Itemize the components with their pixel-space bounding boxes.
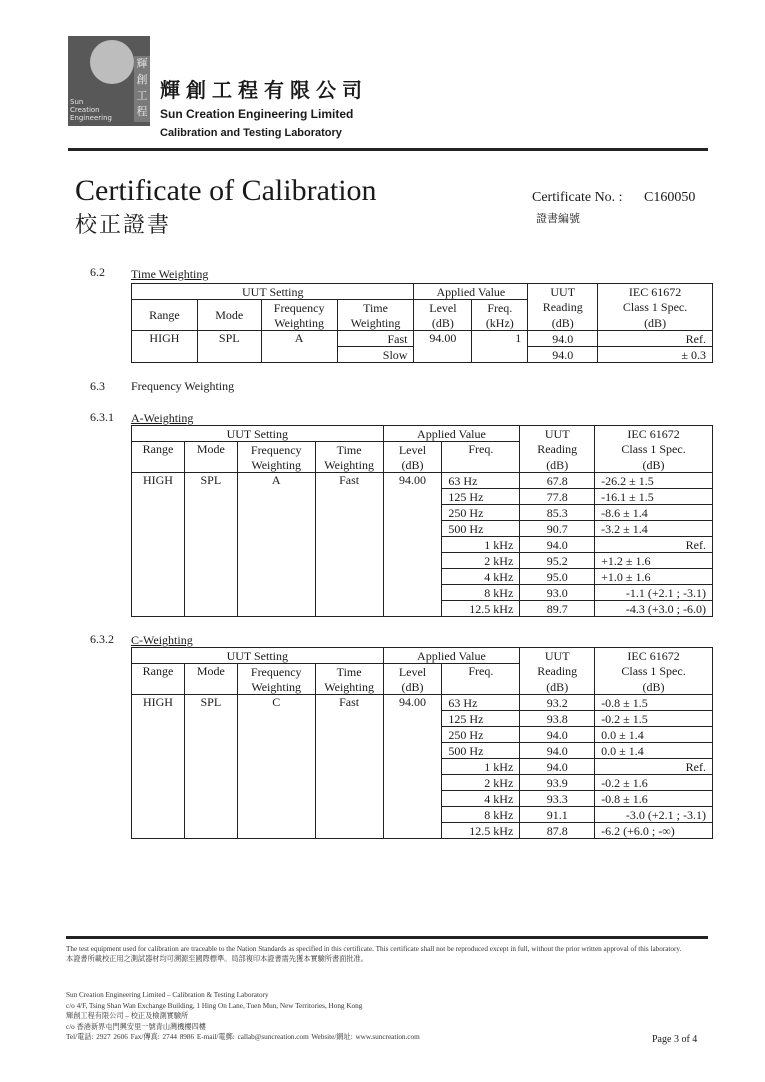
section-number: 6.2: [90, 265, 105, 279]
cell-frequency: 2 kHz: [442, 553, 520, 569]
cell-frequency: 125 Hz: [442, 711, 520, 727]
cell-spec: -4.3 (+3.0 ; -6.0): [595, 601, 713, 617]
cell-reading: 93.2: [520, 695, 595, 711]
header-level: Level: [383, 664, 442, 680]
footer-address-line: 輝創工程有限公司 – 校正及檢測實驗所: [66, 1012, 189, 1020]
header-mode: Mode: [197, 300, 261, 331]
header-frequency-weighting-2: Weighting: [261, 315, 337, 331]
c-weighting-table: [131, 647, 713, 839]
header-reading: Reading: [520, 664, 595, 680]
logo-circle-mark: [90, 40, 134, 84]
header-divider: [68, 148, 708, 151]
header-class-spec: Class 1 Spec.: [595, 442, 713, 458]
cell-reading: 94.0: [528, 347, 598, 363]
footer-address-line: Sun Creation Engineering Limited – Calibration & Testing Laboratory: [66, 991, 269, 999]
company-name-chinese: 輝創工程有限公司: [160, 78, 368, 102]
cell-frequency: 250 Hz: [442, 727, 520, 743]
cell-reading: 94.0: [520, 743, 595, 759]
cell-spec: -0.8 ± 1.6: [595, 791, 713, 807]
cell-reading: 95.2: [520, 553, 595, 569]
header-class-spec: Class 1 Spec.: [595, 664, 713, 680]
certificate-number-label: Certificate No. :: [532, 190, 623, 205]
cell-frequency-weighting: C: [237, 695, 315, 839]
section-title-frequency-weighting: Frequency Weighting: [131, 379, 235, 393]
header-time-weighting: Time: [337, 300, 414, 316]
cell-frequency: 8 kHz: [442, 585, 520, 601]
header-level: Level: [414, 300, 472, 316]
table-row: [132, 695, 713, 711]
certificate-title-chinese: 校正證書: [75, 213, 172, 238]
header-class-spec: Class 1 Spec.: [598, 300, 713, 316]
cell-spec: Ref.: [598, 331, 713, 347]
cell-reading: 87.8: [520, 823, 595, 839]
header-reading: Reading: [520, 442, 595, 458]
table-row: [132, 473, 713, 489]
header-iec: IEC 61672: [595, 426, 713, 442]
cell-frequency-weighting: A: [237, 473, 315, 617]
header-uut-setting: UUT Setting: [132, 426, 384, 442]
header-frequency-weighting: Frequency: [237, 442, 315, 458]
section-title-c-weighting: C-Weighting: [131, 633, 193, 647]
cell-reading: 77.8: [520, 489, 595, 505]
header-freq-unit: (kHz): [472, 315, 528, 331]
cell-reading: 93.3: [520, 791, 595, 807]
footer-note-english: The test equipment used for calibration are traceable to the Nation Standards as specified in this certificate. This certificate shall not be reproduced except in full, without the prior written approval of this laboratory.: [66, 945, 682, 953]
company-name-english: Sun Creation Engineering Limited: [160, 107, 354, 121]
cell-spec: 0.0 ± 1.4: [595, 727, 713, 743]
cell-reading: 94.0: [520, 537, 595, 553]
cell-spec: -3.2 ± 1.4: [595, 521, 713, 537]
table-row: [132, 331, 713, 347]
footer-traceability-note: [66, 944, 711, 964]
header-uut: UUT: [520, 426, 595, 442]
header-mode: Mode: [184, 442, 237, 473]
cell-frequency: 2 kHz: [442, 775, 520, 791]
cell-frequency: 4 kHz: [442, 569, 520, 585]
cell-frequency-weighting: A: [261, 331, 337, 363]
cell-spec: 0.0 ± 1.4: [595, 743, 713, 759]
cell-frequency: 12.5 kHz: [442, 601, 520, 617]
header-time-weighting: Time: [315, 442, 383, 458]
cell-reading: 94.0: [528, 331, 598, 347]
table-header-row: [132, 426, 713, 442]
header-range: Range: [132, 300, 198, 331]
header-uut-setting: UUT Setting: [132, 648, 384, 664]
footer-address: [66, 990, 362, 1032]
cell-time-weighting: Fast: [337, 331, 414, 347]
cell-spec: -3.0 (+2.1 ; -3.1): [595, 807, 713, 823]
cell-range: HIGH: [132, 473, 185, 617]
logo-char: 輝: [136, 57, 148, 70]
certificate-title: Certificate of Calibration: [75, 174, 377, 207]
header-freq: Freq.: [472, 300, 528, 316]
section-number: 6.3.2: [90, 632, 114, 646]
logo-english-text: [70, 98, 112, 122]
header-uut-setting: UUT Setting: [132, 284, 414, 300]
cell-mode: SPL: [184, 695, 237, 839]
footer-contact-info: Tel/電話: 2927 2606 Fax/傳真: 2744 8986 E-mail/電郵: callab@suncreation.com Website/網址: www.suncreation.com: [66, 1033, 420, 1041]
cell-spec: -6.2 (+6.0 ; -∞): [595, 823, 713, 839]
cell-frequency: 63 Hz: [442, 473, 520, 489]
header-applied-value: Applied Value: [383, 426, 520, 442]
header-range: Range: [132, 442, 185, 473]
cell-spec: -0.2 ± 1.5: [595, 711, 713, 727]
cell-reading: 93.0: [520, 585, 595, 601]
header-level-unit: (dB): [383, 457, 442, 473]
section-number: 6.3: [90, 379, 105, 393]
table-header-row: [132, 648, 713, 664]
time-weighting-table: [131, 283, 713, 363]
cell-spec: Ref.: [595, 537, 713, 553]
header-time-weighting-2: Weighting: [315, 457, 383, 473]
cell-spec: Ref.: [595, 759, 713, 775]
cell-spec: +1.0 ± 1.6: [595, 569, 713, 585]
footer-note-chinese: 本證書所載校正用之測試器材均可溯源至國際標準。局部複印本證書需先獲本實驗所書面批准。: [66, 955, 368, 963]
cell-reading: 85.3: [520, 505, 595, 521]
cell-level: 94.00: [383, 473, 442, 617]
cell-spec: -8.6 ± 1.4: [595, 505, 713, 521]
logo-line: Creation: [70, 106, 100, 114]
header-frequency-weighting: Frequency: [237, 664, 315, 680]
cell-spec: ± 0.3: [598, 347, 713, 363]
cell-spec: -26.2 ± 1.5: [595, 473, 713, 489]
cell-frequency: 125 Hz: [442, 489, 520, 505]
table-header-row: [132, 442, 713, 458]
cell-range: HIGH: [132, 695, 185, 839]
certificate-number: C160050: [644, 190, 696, 205]
page-number: Page 3 of 4: [652, 1034, 698, 1045]
footer-address-line: c/o 4/F, Tsing Shan Wan Exchange Building, 1 Hing On Lane, Tuen Mun, New Territories, Hong Kong: [66, 1001, 363, 1010]
header-freq: Freq.: [442, 664, 520, 695]
header-reading: Reading: [528, 300, 598, 316]
cell-level: 94.00: [383, 695, 442, 839]
cell-spec: -0.2 ± 1.6: [595, 775, 713, 791]
a-weighting-table: [131, 425, 713, 617]
cell-reading: 93.8: [520, 711, 595, 727]
header-spec-unit: (dB): [595, 679, 713, 695]
cell-mode: SPL: [197, 331, 261, 363]
cell-spec: -1.1 (+2.1 ; -3.1): [595, 585, 713, 601]
header-iec: IEC 61672: [598, 284, 713, 300]
header-applied-value: Applied Value: [383, 648, 520, 664]
cell-time-weighting: Fast: [315, 473, 383, 617]
logo-char: 程: [136, 105, 148, 118]
header-uut: UUT: [520, 648, 595, 664]
header-reading-unit: (dB): [520, 679, 595, 695]
cell-reading: 91.1: [520, 807, 595, 823]
cell-frequency: 1 kHz: [442, 759, 520, 775]
cell-frequency: 500 Hz: [442, 743, 520, 759]
footer-divider: [66, 936, 708, 939]
logo-char: 創: [136, 73, 148, 86]
table-header-row: [132, 284, 713, 300]
header-uut: UUT: [528, 284, 598, 300]
cell-reading: 89.7: [520, 601, 595, 617]
cell-reading: 94.0: [520, 759, 595, 775]
header-level-unit: (dB): [383, 679, 442, 695]
cell-reading: 67.8: [520, 473, 595, 489]
header-mode: Mode: [184, 664, 237, 695]
footer-address-line: c/o 香港新界屯門興安里一號青山灣機樓四樓: [66, 1022, 206, 1031]
cell-frequency: 500 Hz: [442, 521, 520, 537]
cell-time-weighting: Slow: [337, 347, 414, 363]
cell-frequency: 8 kHz: [442, 807, 520, 823]
header-time-weighting: Time: [315, 664, 383, 680]
cell-reading: 93.9: [520, 775, 595, 791]
header-frequency-weighting-2: Weighting: [237, 457, 315, 473]
header-level: Level: [383, 442, 442, 458]
section-title-time-weighting: Time Weighting: [131, 267, 209, 281]
cell-reading: 95.0: [520, 569, 595, 585]
header-level-unit: (dB): [414, 315, 472, 331]
cell-time-weighting: Fast: [315, 695, 383, 839]
cell-frequency: 63 Hz: [442, 695, 520, 711]
header-range: Range: [132, 664, 185, 695]
header-spec-unit: (dB): [595, 457, 713, 473]
cell-mode: SPL: [184, 473, 237, 617]
section-title-a-weighting: A-Weighting: [131, 411, 194, 425]
cell-level: 94.00: [414, 331, 472, 363]
logo-char: 工: [136, 89, 148, 102]
cell-spec: +1.2 ± 1.6: [595, 553, 713, 569]
header-freq: Freq.: [442, 442, 520, 473]
logo-line: Engineering: [70, 114, 112, 122]
header-frequency-weighting: Frequency: [261, 300, 337, 316]
cell-frequency: 250 Hz: [442, 505, 520, 521]
cell-range: HIGH: [132, 331, 198, 363]
cell-reading: 94.0: [520, 727, 595, 743]
company-logo: [68, 36, 150, 126]
logo-vertical-text: [134, 56, 150, 122]
cell-reading: 90.7: [520, 521, 595, 537]
header-time-weighting-2: Weighting: [315, 679, 383, 695]
table-header-row: [132, 664, 713, 680]
header-iec: IEC 61672: [595, 648, 713, 664]
logo-line: Sun: [70, 98, 84, 106]
cell-spec: -0.8 ± 1.5: [595, 695, 713, 711]
laboratory-name: Calibration and Testing Laboratory: [160, 127, 342, 139]
cell-spec: -16.1 ± 1.5: [595, 489, 713, 505]
header-applied-value: Applied Value: [414, 284, 528, 300]
header-reading-unit: (dB): [528, 315, 598, 331]
table-header-row: [132, 300, 713, 316]
certificate-number-label-chinese: 證書編號: [536, 212, 580, 225]
cell-frequency: 4 kHz: [442, 791, 520, 807]
cell-frequency: 12.5 kHz: [442, 823, 520, 839]
cell-frequency: 1 kHz: [442, 537, 520, 553]
header-spec-unit: (dB): [598, 315, 713, 331]
header-frequency-weighting-2: Weighting: [237, 679, 315, 695]
section-number: 6.3.1: [90, 410, 114, 424]
header-time-weighting-2: Weighting: [337, 315, 414, 331]
header-reading-unit: (dB): [520, 457, 595, 473]
cell-freq: 1: [472, 331, 528, 363]
